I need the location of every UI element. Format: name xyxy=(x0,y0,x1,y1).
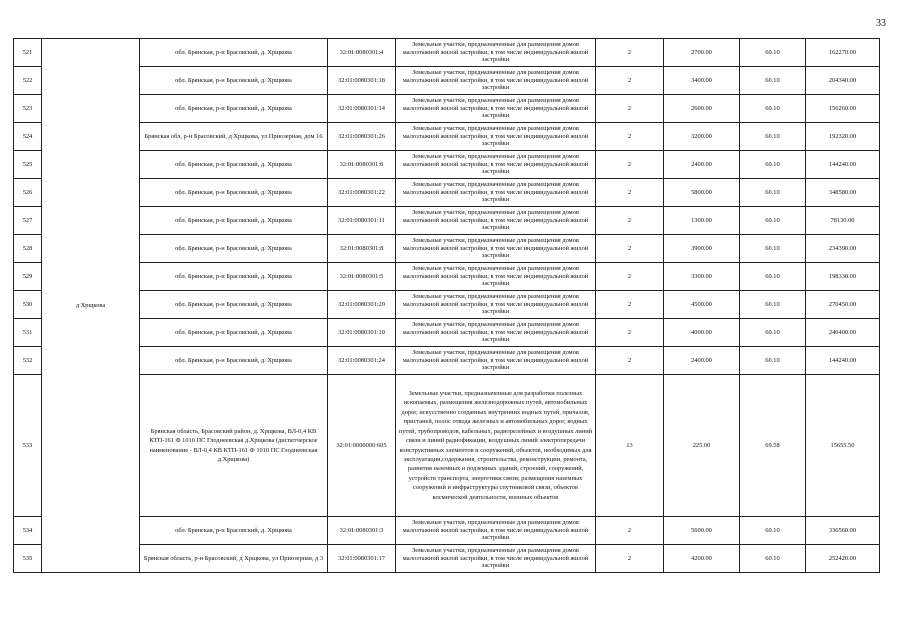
area-cell: 5600.00 xyxy=(664,517,740,545)
row-number: 530 xyxy=(14,291,42,319)
area-cell: 2600.00 xyxy=(664,95,740,123)
row-number: 521 xyxy=(14,39,42,67)
area-cell: 2700.00 xyxy=(664,39,740,67)
area-cell: 3900.00 xyxy=(664,235,740,263)
row-number: 524 xyxy=(14,123,42,151)
group-cell: 2 xyxy=(596,319,664,347)
rate-cell: 60.10 xyxy=(740,207,806,235)
row-number: 529 xyxy=(14,263,42,291)
cadastral-number-cell: 32:01:0080301:22 xyxy=(328,179,396,207)
rate-cell: 60.10 xyxy=(740,517,806,545)
address-cell: обл. Брянская, р-н Брасовский, д. Хрщкова xyxy=(140,291,328,319)
table-row xyxy=(14,207,880,235)
area-cell: 1300.00 xyxy=(664,207,740,235)
cadastral-number-cell: 32:01:0080301:4 xyxy=(328,39,396,67)
cadastral-number-cell: 32:01:0080301:14 xyxy=(328,95,396,123)
land-use-cell: Земельные участки, предназначенные для размещения домов малоэтажной жилой застройки, в том числе индивидуальной жилой застройки xyxy=(396,517,596,545)
area-cell: 2400.00 xyxy=(664,151,740,179)
address-cell: обл. Брянская, р-н Брасовский, д. Хрщкова xyxy=(140,95,328,123)
land-use-cell: Земельные участки, предназначенные для размещения домов малоэтажной жилой застройки, в том числе индивидуальной жилой застройки xyxy=(396,545,596,573)
row-number: 532 xyxy=(14,347,42,375)
table-row xyxy=(14,263,880,291)
cadastral-value-cell: 192320.00 xyxy=(806,123,880,151)
land-use-cell: Земельные участки, предназначенные для размещения домов малоэтажной жилой застройки, в том числе индивидуальной жилой застройки xyxy=(396,179,596,207)
village-cell: д Хрщкова xyxy=(42,39,140,573)
rate-cell: 60.10 xyxy=(740,151,806,179)
group-cell: 2 xyxy=(596,39,664,67)
group-cell: 2 xyxy=(596,263,664,291)
page-number: 33 xyxy=(876,18,886,29)
address-cell: обл. Брянская, р-н Брасовский, д. Хрщкова xyxy=(140,179,328,207)
table-row xyxy=(14,95,880,123)
land-use-cell: Земельные участки, предназначенные для размещения домов малоэтажной жилой застройки, в том числе индивидуальной жилой застройки xyxy=(396,263,596,291)
table-row xyxy=(14,151,880,179)
table-body xyxy=(14,39,880,573)
address-cell: обл. Брянская, р-н Брасовский, д. Хрщкова xyxy=(140,263,328,291)
table-row xyxy=(14,67,880,95)
cadastral-value-cell: 252420.00 xyxy=(806,545,880,573)
cadastral-value-cell: 144240.00 xyxy=(806,151,880,179)
table-row xyxy=(14,347,880,375)
rate-cell: 60.10 xyxy=(740,347,806,375)
address-cell: Брянская область, р-н Брасовский, д Хрщкова, ул Приозерная, д 3 xyxy=(140,545,328,573)
row-number: 527 xyxy=(14,207,42,235)
cadastral-number-cell: 32:01:0080301:24 xyxy=(328,347,396,375)
cadastral-value-cell: 156260.00 xyxy=(806,95,880,123)
cadastral-number-cell: 32:01:0080301:10 xyxy=(328,319,396,347)
cadastral-number-cell: 32:01:0000000:605 xyxy=(328,375,396,517)
address-cell: обл. Брянская, р-н Брасовский, д. Хрщкова xyxy=(140,39,328,67)
cadastral-value-cell: 234390.00 xyxy=(806,235,880,263)
land-use-cell: Земельные участки, предназначенные для размещения домов малоэтажной жилой застройки, в том числе индивидуальной жилой застройки xyxy=(396,123,596,151)
rate-cell: 60.10 xyxy=(740,179,806,207)
cadastral-value-cell: 270450.00 xyxy=(806,291,880,319)
rate-cell: 60.10 xyxy=(740,95,806,123)
group-cell: 13 xyxy=(596,375,664,517)
table-row xyxy=(14,545,880,573)
land-use-cell: Земельные участки, предназначенные для размещения домов малоэтажной жилой застройки, в том числе индивидуальной жилой застройки xyxy=(396,347,596,375)
table-row xyxy=(14,123,880,151)
row-number: 526 xyxy=(14,179,42,207)
table-row xyxy=(14,517,880,545)
cadastral-number-cell: 32:01:0080301:6 xyxy=(328,151,396,179)
address-cell: обл. Брянская, р-н Брасовский, д. Хрщкова xyxy=(140,151,328,179)
land-use-cell: Земельные участки, предназначенные для размещения домов малоэтажной жилой застройки, в том числе индивидуальной жилой застройки xyxy=(396,207,596,235)
table-row xyxy=(14,375,880,517)
land-use-cell: Земельные участки, предназначенные для размещения домов малоэтажной жилой застройки, в том числе индивидуальной жилой застройки xyxy=(396,95,596,123)
rate-cell: 69.58 xyxy=(740,375,806,517)
row-number: 534 xyxy=(14,517,42,545)
address-cell: обл. Брянская, р-н Брасовский, д. Хрщкова xyxy=(140,67,328,95)
rate-cell: 60.10 xyxy=(740,39,806,67)
cadastral-number-cell: 32:01:0080301:26 xyxy=(328,123,396,151)
address-cell: обл. Брянская, р-н Брасовский, д. Хрщкова xyxy=(140,319,328,347)
cadastral-value-cell: 336560.00 xyxy=(806,517,880,545)
group-cell: 2 xyxy=(596,123,664,151)
rate-cell: 60.10 xyxy=(740,67,806,95)
area-cell: 5800.00 xyxy=(664,179,740,207)
land-use-cell: Земельные участки, предназначенные для размещения домов малоэтажной жилой застройки, в том числе индивидуальной жилой застройки xyxy=(396,235,596,263)
table-row xyxy=(14,291,880,319)
land-use-cell: Земельные участки, предназначенные для размещения домов малоэтажной жилой застройки, в том числе индивидуальной жилой застройки xyxy=(396,291,596,319)
rate-cell: 60.10 xyxy=(740,545,806,573)
area-cell: 4000.00 xyxy=(664,319,740,347)
address-cell: обл. Брянская, р-н Брасовский, д. Хрщкова xyxy=(140,347,328,375)
group-cell: 2 xyxy=(596,235,664,263)
table-row xyxy=(14,179,880,207)
cadastral-value-cell: 162270.00 xyxy=(806,39,880,67)
group-cell: 2 xyxy=(596,517,664,545)
land-use-cell: Земельные участки, предназначенные для размещения домов малоэтажной жилой застройки, в том числе индивидуальной жилой застройки xyxy=(396,319,596,347)
cadastral-number-cell: 32:01:0080301:3 xyxy=(328,517,396,545)
land-use-cell: Земельные участки, предназначенные для размещения домов малоэтажной жилой застройки, в том числе индивидуальной жилой застройки xyxy=(396,39,596,67)
group-cell: 2 xyxy=(596,151,664,179)
cadastral-value-cell: 348580.00 xyxy=(806,179,880,207)
row-number: 533 xyxy=(14,375,42,517)
rate-cell: 60.10 xyxy=(740,319,806,347)
group-cell: 2 xyxy=(596,545,664,573)
cadastral-number-cell: 32:01:0080301:5 xyxy=(328,263,396,291)
cadastral-value-cell: 78130.00 xyxy=(806,207,880,235)
land-use-cell: Земельные участки, предназначенные для разработки полезных ископаемых, размещения железнодорожных путей, автомобильных дорог, искусственно созданных внутренних водных путей, причалов, пристаней, полос отвода железных и автомобильных дорог, водных путей, трубопроводов, кабельных, радиорелейных и воздушных линий связи и линий радиофикации, воздушных линий электропередачи конструктивных элементов и сооружений, объектов, необходимых для эксплуатации,содержания, строительства, реконструкции, ремонта, развития наземных и подземных зданий, строений, сооружений, устройств транспорта, энергетики связи; размещения наземных сооружений и инфраструктуры спутниковой связи, объектов космической деятельности, военных объектов xyxy=(396,375,596,517)
cadastral-number-cell: 32:01:0080301:11 xyxy=(328,207,396,235)
rate-cell: 60.10 xyxy=(740,235,806,263)
cadastral-value-cell: 240400.00 xyxy=(806,319,880,347)
row-number: 525 xyxy=(14,151,42,179)
cadastral-value-cell: 144240.00 xyxy=(806,347,880,375)
land-plots-table xyxy=(13,38,880,573)
row-number: 522 xyxy=(14,67,42,95)
cadastral-value-cell: 15655.50 xyxy=(806,375,880,517)
table-row xyxy=(14,319,880,347)
area-cell: 3300.00 xyxy=(664,263,740,291)
area-cell: 2400.00 xyxy=(664,347,740,375)
cadastral-value-cell: 204340.00 xyxy=(806,67,880,95)
cadastral-value-cell: 198330.00 xyxy=(806,263,880,291)
land-use-cell: Земельные участки, предназначенные для размещения домов малоэтажной жилой застройки, в том числе индивидуальной жилой застройки xyxy=(396,151,596,179)
group-cell: 2 xyxy=(596,347,664,375)
cadastral-number-cell: 32:01:0080301:8 xyxy=(328,235,396,263)
area-cell: 4200.00 xyxy=(664,545,740,573)
address-cell: обл. Брянская, р-н Брасовский, д. Хрщкова xyxy=(140,207,328,235)
table-row xyxy=(14,235,880,263)
area-cell: 3200.00 xyxy=(664,123,740,151)
group-cell: 2 xyxy=(596,179,664,207)
area-cell: 4500.00 xyxy=(664,291,740,319)
rate-cell: 60.10 xyxy=(740,263,806,291)
cadastral-number-cell: 32:01:0080301:18 xyxy=(328,67,396,95)
group-cell: 2 xyxy=(596,291,664,319)
rate-cell: 60.10 xyxy=(740,123,806,151)
row-number: 535 xyxy=(14,545,42,573)
area-cell: 3400.00 xyxy=(664,67,740,95)
cadastral-number-cell: 32:01:0080301:17 xyxy=(328,545,396,573)
group-cell: 2 xyxy=(596,207,664,235)
cadastral-number-cell: 32:01:0080301:20 xyxy=(328,291,396,319)
row-number: 523 xyxy=(14,95,42,123)
area-cell: 225.00 xyxy=(664,375,740,517)
table-row xyxy=(14,39,880,67)
row-number: 528 xyxy=(14,235,42,263)
address-cell: Брянская обл, р-н Брасовский, д Хрщкова, ул Приозерная, дом 16 xyxy=(140,123,328,151)
address-cell: обл. Брянская, р-н Брасовский, д. Хрщкова xyxy=(140,235,328,263)
address-cell: обл. Брянская, р-н Брасовский, д. Хрщкова xyxy=(140,517,328,545)
group-cell: 2 xyxy=(596,67,664,95)
row-number: 531 xyxy=(14,319,42,347)
address-cell: Брянская область, Брасовский район, д. Хрщкова, ВЛ-0,4 КВ КТП-161 Ф 1010 ПС Глоднеевская д.Хрщкова (диспетчерское наименование - ВЛ-0,4 КВ КТП-161 Ф 1010 ПС Глоднеевская д.Хрщкова) xyxy=(140,375,328,517)
land-use-cell: Земельные участки, предназначенные для размещения домов малоэтажной жилой застройки, в том числе индивидуальной жилой застройки xyxy=(396,67,596,95)
group-cell: 2 xyxy=(596,95,664,123)
rate-cell: 60.10 xyxy=(740,291,806,319)
